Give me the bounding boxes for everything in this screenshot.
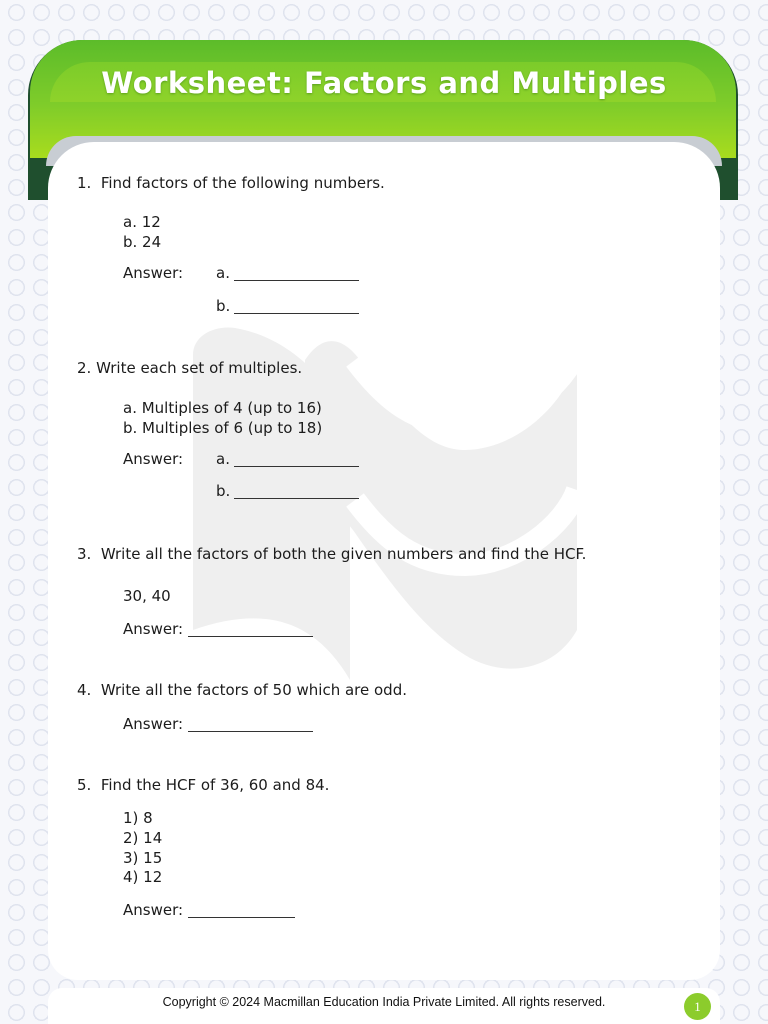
question-2-answer-a-label: a. bbox=[216, 450, 230, 468]
question-2-item-a: a. Multiples of 4 (up to 16) bbox=[123, 399, 322, 417]
question-3-prompt: 3. Write all the factors of both the given numbers and find the HCF. bbox=[77, 545, 587, 563]
question-2-answer-a-blank[interactable] bbox=[234, 466, 359, 467]
question-3-answer-blank[interactable] bbox=[188, 636, 313, 637]
question-1-answer-b-label: b. bbox=[216, 297, 231, 315]
question-2-answer-b-label: b. bbox=[216, 482, 231, 500]
question-1-item-b: b. 24 bbox=[123, 233, 162, 251]
question-2-item-b: b. Multiples of 6 (up to 18) bbox=[123, 419, 323, 437]
question-2-answer-label: Answer: bbox=[123, 450, 184, 468]
question-4-prompt: 4. Write all the factors of 50 which are odd. bbox=[77, 681, 407, 699]
question-5-option-3: 3) 15 bbox=[123, 849, 163, 867]
question-1-answer-a-label: a. bbox=[216, 264, 230, 282]
question-5-option-2: 2) 14 bbox=[123, 829, 163, 847]
question-5-option-1: 1) 8 bbox=[123, 809, 153, 827]
question-2-prompt: 2. Write each set of multiples. bbox=[77, 359, 303, 377]
question-5-answer-label: Answer: bbox=[123, 901, 184, 919]
question-4-answer-blank[interactable] bbox=[188, 731, 313, 732]
question-1-prompt: 1. Find factors of the following numbers. bbox=[77, 174, 385, 192]
question-1-item-a: a. 12 bbox=[123, 213, 161, 231]
question-3-numbers: 30, 40 bbox=[123, 587, 171, 605]
publisher-watermark-logo bbox=[145, 210, 595, 680]
question-1-answer-a-blank[interactable] bbox=[234, 280, 359, 281]
question-3-answer-label: Answer: bbox=[123, 620, 184, 638]
question-5-answer-blank[interactable] bbox=[188, 917, 295, 918]
question-4-answer-label: Answer: bbox=[123, 715, 184, 733]
question-5-prompt: 5. Find the HCF of 36, 60 and 84. bbox=[77, 776, 330, 794]
page-number-badge: 1 bbox=[684, 993, 711, 1020]
question-1-answer-b-blank[interactable] bbox=[234, 313, 359, 314]
worksheet-title: Worksheet: Factors and Multiples bbox=[101, 66, 667, 100]
question-5-option-4: 4) 12 bbox=[123, 868, 163, 886]
copyright-notice: Copyright © 2024 Macmillan Education India Private Limited. All rights reserved. bbox=[162, 995, 606, 1009]
question-2-answer-b-blank[interactable] bbox=[234, 498, 359, 499]
question-1-answer-label: Answer: bbox=[123, 264, 184, 282]
